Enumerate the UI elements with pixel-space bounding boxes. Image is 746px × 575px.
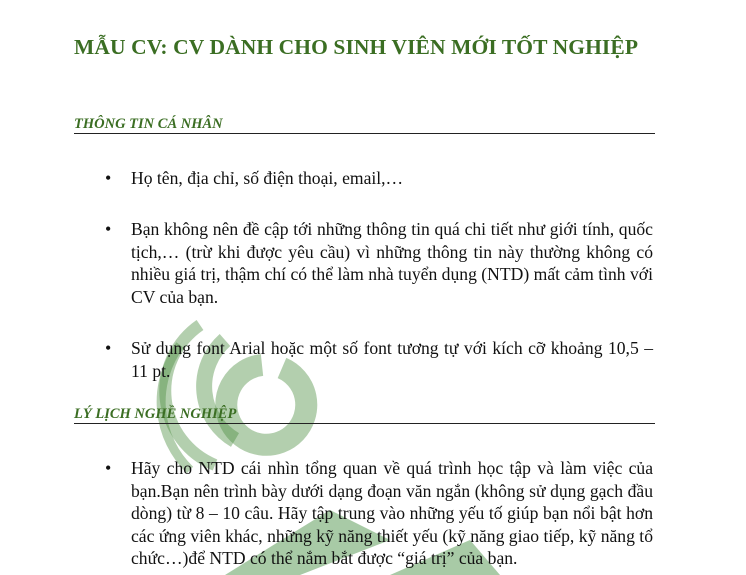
list-item: Họ tên, địa chỉ, số điện thoại, email,…: [131, 168, 404, 188]
bullet-icon: •: [105, 338, 112, 358]
list-item: Hãy cho NTD cái nhìn tổng quan về quá trình học tập và làm việc của bạn.Bạn nên trình bày dưới dạng đoạn văn ngắn (không sử dụng gạch đầu dòng) từ 8 – 10 câu. Hãy tập trung vào những yếu tố giúp bạn nổi bật hơn các ứng viên khác, những kỹ năng thiết yếu (kỹ năng giao tiếp, kỹ năng tổ chức…)để NTD có thể nắm bắt được “giá trị” của bạn.: [131, 458, 653, 568]
section-heading: LÝ LỊCH NGHỀ NGHIỆP: [74, 406, 237, 422]
cv-template-title: MẪU CV: CV DÀNH CHO SINH VIÊN MỚI TỐT NGHIỆP: [74, 35, 639, 59]
bullet-icon: •: [105, 458, 112, 478]
bullet-icon: •: [105, 219, 112, 239]
bullet-icon: •: [105, 168, 112, 188]
section-career-history: [74, 406, 655, 424]
section-heading: THÔNG TIN CÁ NHÂN: [74, 116, 223, 132]
list-item: Bạn không nên đề cập tới những thông tin quá chi tiết như giới tính, quốc tịch,… (trừ khi được yêu cầu) vì những thông tin này thường không có nhiều giá trị, thậm chí có thể làm nhà tuyển dụng (NTD) mất cảm tình với CV của bạn.: [131, 219, 653, 307]
section-personal-info: [74, 116, 655, 134]
list-item: Sử dụng font Arial hoặc một số font tương tự với kích cỡ khoảng 10,5 – 11 pt.: [131, 338, 653, 381]
